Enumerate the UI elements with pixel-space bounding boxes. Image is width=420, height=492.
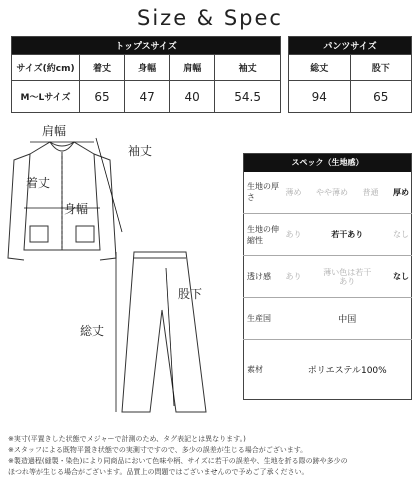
tops-row-label: M～Lサイズ bbox=[12, 81, 80, 113]
label-length: 着丈 bbox=[26, 176, 51, 190]
pants-table-header: パンツサイズ bbox=[289, 37, 412, 55]
sheer-option: 薄い色は若干あり bbox=[323, 267, 372, 286]
pants-col-inseam: 股下 bbox=[350, 55, 412, 81]
pajama-drawing bbox=[0, 120, 240, 420]
spec-label-origin: 生産国 bbox=[244, 298, 284, 340]
tops-table-header: トップスサイズ bbox=[12, 37, 281, 55]
tops-col-size: サイズ(約cm) bbox=[12, 55, 80, 81]
pants-size-table bbox=[288, 36, 412, 113]
tops-value-length: 65 bbox=[80, 81, 125, 113]
note-line: ※実寸(平置きした状態でメジャーで計測のため、タグ表記とは異なります。) bbox=[8, 435, 246, 443]
pants-col-total: 総丈 bbox=[289, 55, 351, 81]
label-width: 身幅 bbox=[64, 202, 89, 216]
notes bbox=[8, 434, 414, 478]
tops-col-shoulder: 肩幅 bbox=[170, 55, 215, 81]
spec-table bbox=[243, 153, 412, 400]
tops-value-sleeve: 54.5 bbox=[215, 81, 281, 113]
spec-table-header: スペック（生地感） bbox=[244, 154, 412, 172]
tops-value-width: 47 bbox=[125, 81, 170, 113]
label-inseam: 股下 bbox=[178, 287, 203, 301]
thickness-options bbox=[286, 188, 410, 197]
stretch-options bbox=[286, 230, 410, 239]
label-sleeve: 袖丈 bbox=[128, 144, 153, 158]
spec-label-sheer: 透け感 bbox=[244, 256, 284, 298]
sheer-option: なし bbox=[393, 272, 409, 281]
note-line: ※製造過程(縫製・染色)により同商品において色味や柄、サイズに若干の誤差や、生地を折る際の跡や多少の bbox=[8, 457, 348, 465]
thickness-option: 厚め bbox=[393, 187, 409, 197]
tops-value-shoulder: 40 bbox=[170, 81, 215, 113]
pants-value-total: 94 bbox=[289, 81, 351, 113]
label-shoulder: 肩幅 bbox=[42, 124, 67, 138]
tops-col-width: 身幅 bbox=[125, 55, 170, 81]
spec-label-stretch: 生地の伸縮性 bbox=[244, 214, 284, 256]
thickness-option: 薄め bbox=[285, 187, 302, 197]
material-value: ポリエステル100% bbox=[307, 366, 387, 376]
tops-size-table bbox=[11, 36, 281, 113]
tops-col-sleeve: 袖丈 bbox=[215, 55, 281, 81]
stretch-option: 若干あり bbox=[331, 230, 364, 239]
spec-label-material: 素材 bbox=[247, 365, 263, 374]
thickness-option: やや薄め bbox=[316, 187, 348, 197]
label-total: 総丈 bbox=[80, 324, 105, 338]
tops-col-length: 着丈 bbox=[80, 55, 125, 81]
stretch-option: なし bbox=[393, 230, 409, 239]
pants-value-inseam: 65 bbox=[350, 81, 412, 113]
note-line: ※スタッフによる既物平置き状態での実測寸ですので、多少の誤差が生じる場合がございます。 bbox=[8, 446, 308, 454]
spec-label-thickness: 生地の厚さ bbox=[244, 172, 284, 214]
page-title: Size & Spec bbox=[137, 6, 283, 30]
note-line: ほつれ等が生じる場合がございます。品質上の問題ではございませんので予めご了承ください。 bbox=[8, 468, 309, 476]
sheer-options bbox=[286, 268, 410, 286]
sheer-option: あり bbox=[285, 272, 302, 281]
thickness-option: 普通 bbox=[362, 187, 379, 197]
stretch-option: あり bbox=[285, 230, 302, 239]
origin-value: 中国 bbox=[338, 315, 357, 325]
garment-illustration bbox=[0, 120, 240, 420]
